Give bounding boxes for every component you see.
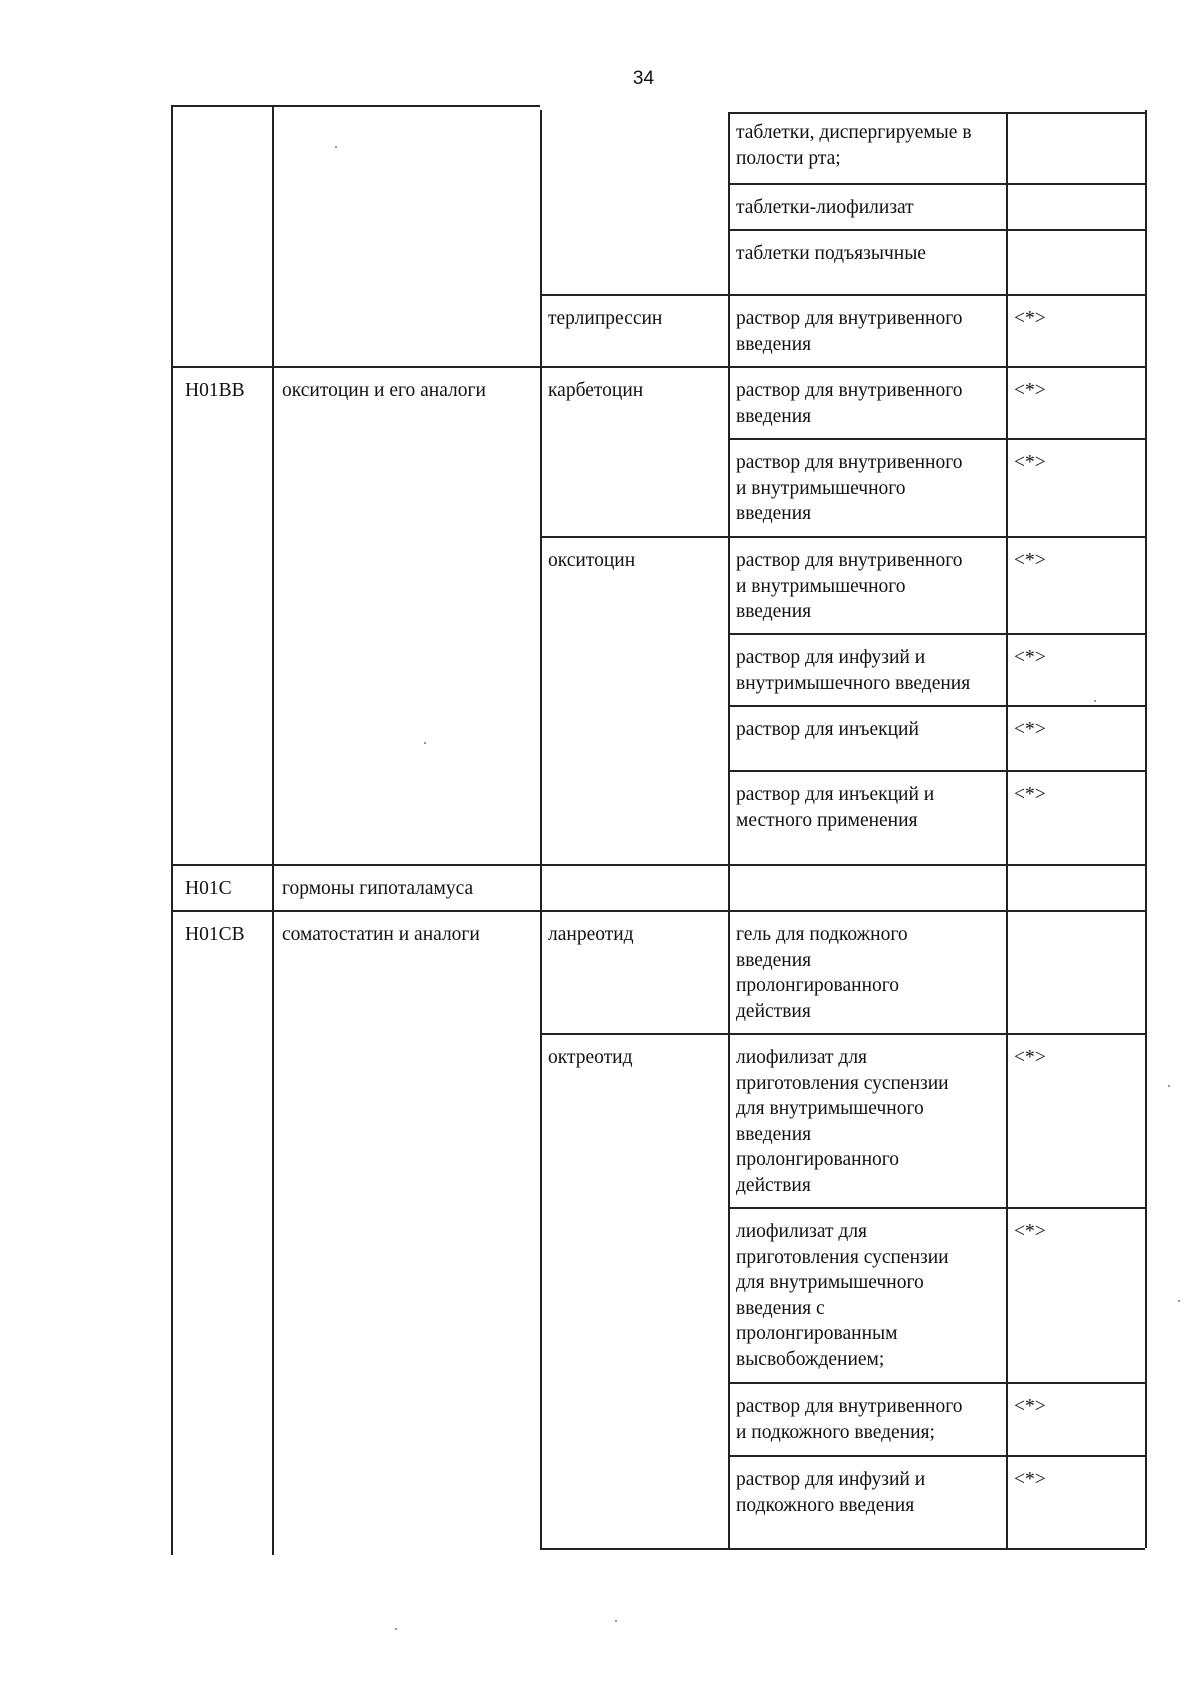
dosage-form-cell: таблетки, диспергируемые в полости рта; (736, 122, 972, 169)
note-mark-cell: <*> (1014, 550, 1046, 571)
scan-speck (395, 1628, 397, 1630)
dosage-form-cell: раствор для инфузий и подкожного введения (736, 1469, 926, 1516)
grid-line-row-separator (728, 770, 1145, 772)
note-mark-cell: <*> (1014, 1047, 1046, 1068)
grid-line-col-drug (540, 110, 542, 1548)
scan-speck (335, 146, 337, 148)
scan-speck (1178, 1300, 1180, 1302)
drug-name-cell: терлипрессин (548, 308, 663, 329)
grid-line-row-separator (540, 864, 1145, 866)
pharm-group-cell: соматостатин и аналоги (282, 924, 480, 945)
grid-line-bottom (540, 1548, 1145, 1550)
dosage-form-cell: раствор для внутривенного и внутримышечного введения (736, 550, 963, 622)
grid-line-row-separator (728, 1382, 1145, 1384)
grid-line-row-separator (728, 438, 1145, 440)
grid-line-row-separator (728, 1455, 1145, 1457)
note-mark-cell: <*> (1014, 1221, 1046, 1242)
dosage-form-cell: раствор для внутривенного введения (736, 308, 963, 355)
grid-line-row-separator (728, 705, 1145, 707)
dosage-form-cell: раствор для внутривенного введения (736, 380, 963, 427)
grid-line-row-separator (728, 633, 1145, 635)
note-mark-cell: <*> (1014, 380, 1046, 401)
atc-code-cell: H01BB (185, 380, 245, 401)
grid-line-top-left (171, 105, 540, 107)
grid-line-col-code (171, 105, 173, 1555)
note-mark-cell: <*> (1014, 1469, 1046, 1490)
note-mark-cell: <*> (1014, 784, 1046, 805)
drug-name-cell: ланреотид (548, 924, 634, 945)
dosage-form-cell: раствор для внутривенного и внутримышечного введения (736, 452, 963, 524)
scan-speck (1094, 700, 1096, 702)
scan-speck (615, 1620, 617, 1622)
pharm-group-cell: гормоны гипоталамуса (282, 878, 474, 899)
atc-code-cell: H01CB (185, 924, 245, 945)
note-mark-cell: <*> (1014, 1396, 1046, 1417)
drug-name-cell: окситоцин (548, 550, 636, 571)
scan-speck (1168, 1085, 1170, 1087)
grid-line-row-separator (728, 1207, 1145, 1209)
dosage-form-cell: раствор для внутривенного и подкожного введения; (736, 1396, 963, 1443)
grid-line-group-separator (171, 864, 540, 866)
atc-code-cell: H01C (185, 878, 232, 899)
grid-line-group-separator (171, 910, 540, 912)
grid-line-col-form (728, 112, 730, 1548)
note-mark-cell: <*> (1014, 308, 1046, 329)
dosage-form-cell: раствор для инфузий и внутримышечного введения (736, 647, 971, 694)
pharm-group-cell: окситоцин и его аналоги (282, 380, 486, 401)
grid-line-group-separator (171, 366, 540, 368)
page-number: 34 (632, 68, 655, 89)
grid-line-row-separator (728, 229, 1145, 231)
dosage-form-cell: таблетки-лиофилизат (736, 197, 914, 218)
note-mark-cell: <*> (1014, 719, 1046, 740)
grid-line-col-right (1145, 110, 1147, 1548)
dosage-form-cell: лиофилизат для приготовления суспензии для внутримышечного введения пролонгированного действия (736, 1047, 949, 1196)
dosage-form-cell: лиофилизат для приготовления суспензии для внутримышечного введения с пролонгированным высвобождением; (736, 1221, 949, 1370)
drug-name-cell: октреотид (548, 1047, 633, 1068)
drug-name-cell: карбетоцин (548, 380, 644, 401)
grid-line-row-separator (728, 183, 1145, 185)
grid-line-row-separator (540, 294, 1145, 296)
dosage-form-cell: гель для подкожного введения пролонгированного действия (736, 924, 908, 1022)
dosage-form-cell: раствор для инъекций (736, 719, 919, 740)
dosage-form-cell: таблетки подъязычные (736, 243, 926, 264)
dosage-form-cell: раствор для инъекций и местного применения (736, 784, 935, 831)
grid-line-row-separator (540, 536, 1145, 538)
grid-line-row-separator (540, 1033, 1145, 1035)
note-mark-cell: <*> (1014, 647, 1046, 668)
grid-line-row-separator (540, 366, 1145, 368)
grid-line-col-group (272, 105, 274, 1555)
note-mark-cell: <*> (1014, 452, 1046, 473)
grid-line-top-right (728, 112, 1145, 114)
scan-speck (424, 742, 426, 744)
grid-line-row-separator (540, 910, 1145, 912)
